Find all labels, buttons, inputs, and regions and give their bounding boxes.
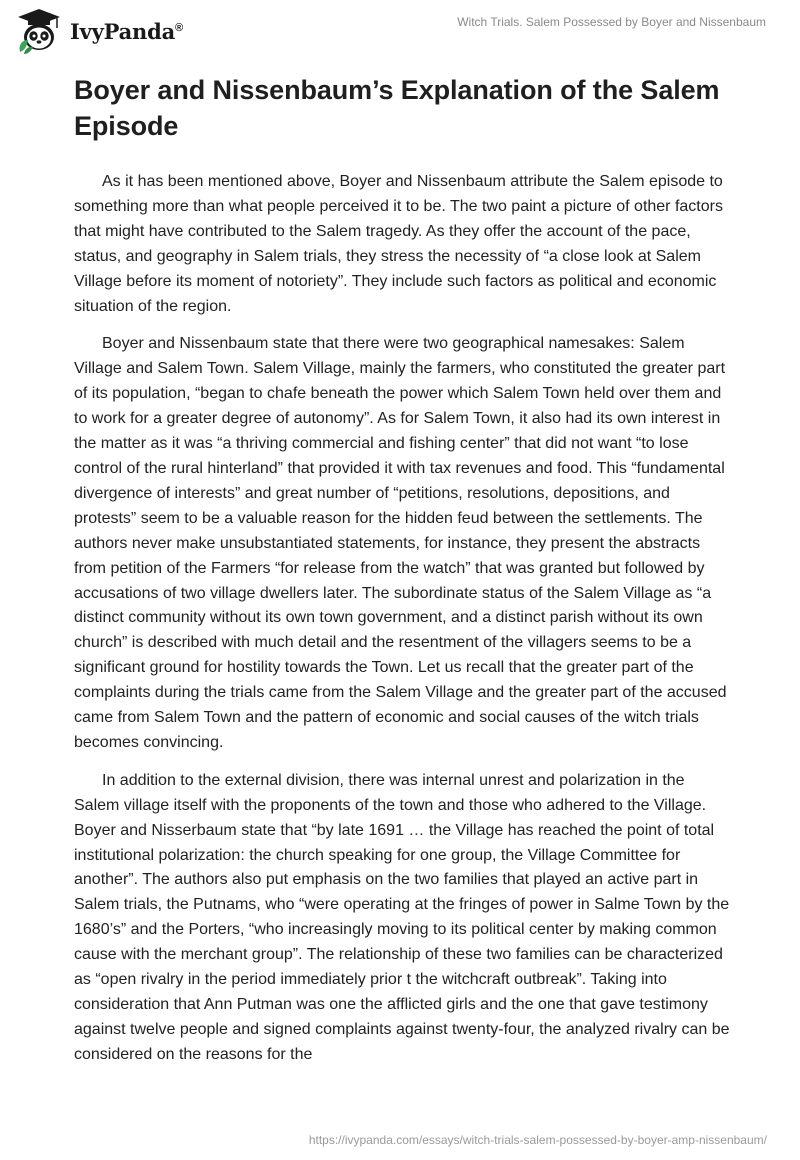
paragraph-2: Boyer and Nissenbaum state that there were two geographical namesakes: Salem Village and Salem Town. Salem Village, mainly the farmers, who constituted the greater part of its population, “began to chafe beneath the power which Salem Town held over them and to work for a greater degree of autonomy”. As for Salem Town, it also had its own interest in the matter as it was “a thriving commercial and fishing center” that did not want “to lose control of the rural hinterland” that provided it with tax revenues and food. This “fundamental divergence of interests” and great number of “petitions, resolutions, depositions, and protests” seem to be a valuable reason for the hidden feud between the settlements. The authors never make unsubstantiated statements, for instance, they present the abstracts from petition of the Farmers “for release from the watch” that was granted but followed by accusations of two village dwellers later. The subordinate status of the Salem Village as “a distinct community without its own town government, and a distinct parish without its own church” is described with much detail and the resentment of the villagers seems to be a significant ground for hostility towards the Town. Let us recall that the greater part of the complaints during the trials came from the Salem Village and the greater part of the accused came from Salem Town and the pattern of economic and social causes of the witch trials becomes convincing. xyxy=(74,335,727,751)
paragraph-3: In addition to the external division, there was internal unrest and polarization in the Salem village itself with the proponents of the town and those who adhered to the Village. Boyer and Nisserbaum state that “by late 1691 … the Village has reached the point of total institutional polarization: the church speaking for one group, the Village Committee for another”. The authors also put emphasis on the two families that played an active part in Salem trials, the Putnams, who “were operating at the fringes of power in Salme Town by the 1680’s” and the Porters, “who increasingly moving to its political center by making common cause with the merchant group”. The relationship of these two families can be characterized as “open rivalry in the period immediately prior t the witchcraft outbreak”. Taking into consideration that Ann Putman was one the afflicted girls and the one that gave testimony against twelve people and signed complaints against twenty-four, the analyzed rivalry can be considered on the reasons for the xyxy=(74,771,730,1063)
panda-graduate-icon xyxy=(14,6,64,56)
article-body xyxy=(74,72,734,1081)
source-url[interactable]: https://ivypanda.com/essays/witch-trials-salem-possessed-by-boyer-amp-nissenbaum/ xyxy=(308,1133,767,1147)
brand-name: IvyPanda® xyxy=(70,18,183,44)
registered-mark: ® xyxy=(175,21,183,34)
paragraph-1: As it has been mentioned above, Boyer and Nissenbaum attribute the Salem episode to something more than what people perceived it to be. The two paint a picture of other factors that might have contributed to the Salem tragedy. As they offer the account of the pace, status, and geography in Salem trials, they stress the necessity of “a close look at Salem Village before its moment of notoriety”. They include such factors as political and economic situation of the region. xyxy=(74,173,723,315)
page-header xyxy=(0,0,800,70)
article-title: Boyer and Nissenbaum’s Explanation of the Salem Episode xyxy=(74,75,720,141)
running-title: Witch Trials. Salem Possessed by Boyer and Nissenbaum xyxy=(457,15,766,29)
ivypanda-logo[interactable] xyxy=(14,6,183,56)
